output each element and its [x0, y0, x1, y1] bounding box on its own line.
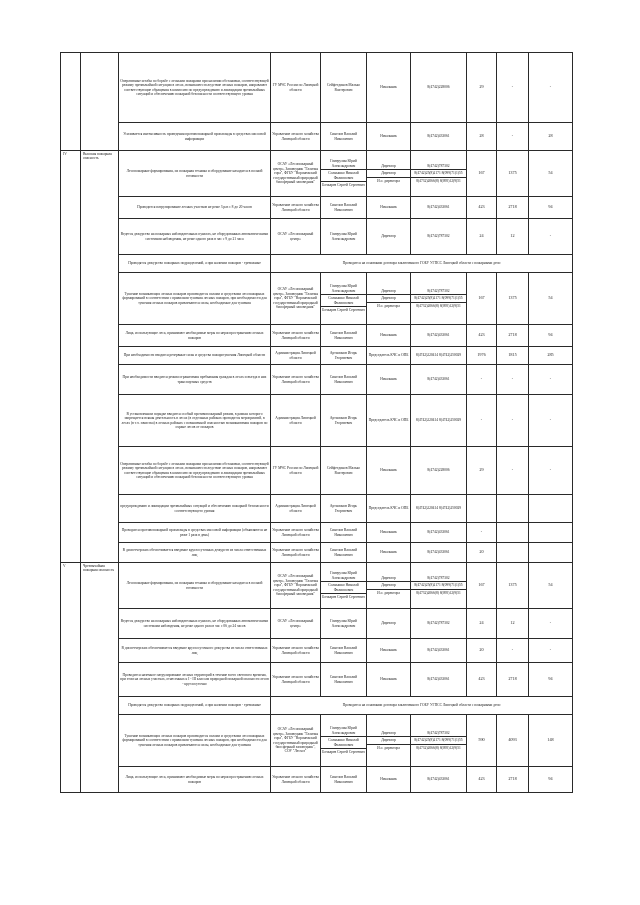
table-row — [61, 347, 573, 365]
responsible-person-cell: Артамонов Игорь Георгиевич — [321, 395, 367, 447]
phone-cell: 8(4742)433061 — [411, 663, 467, 697]
table-row — [61, 325, 573, 347]
table-row — [61, 639, 573, 663]
measure-cell: Лесопожарные формирования, их пожарная техника и оборудование находятся в полной готовности — [119, 151, 271, 197]
measure-cell: Тушение возникающих лесных пожаров производится силами и средствами лесопожарных формирований в соответствии с правилами тушения лесных пожаров, при необходимости для тушения лесных пожаров привлекаются силы, необходимые для тушения — [119, 273, 271, 325]
table-row — [61, 123, 573, 151]
position-cell: Начальник — [367, 365, 411, 395]
organization-cell: ОСАУ «Лесопожарный центр» — [271, 219, 321, 255]
count-cell-1: 423 — [467, 325, 497, 347]
count-cell-2: - — [497, 365, 529, 395]
table-row — [61, 767, 573, 793]
responsible-person: Бочкарев Сергей Сергеевич — [322, 595, 365, 600]
phone-number: 8(4742)787302 — [427, 575, 450, 580]
count-cell-2: 1375 — [497, 563, 529, 609]
table-row — [61, 365, 573, 395]
phone-number: 8(4732)2066(8) 8(095)12(9)51 — [411, 302, 466, 309]
responsible-person-cell: Гомерулин Юрий Александрович — [321, 609, 367, 639]
count-cell-2: 2718 — [497, 325, 529, 347]
table-row — [61, 523, 573, 543]
count-cell-1: 29 — [467, 53, 497, 123]
position: И.о. директора — [367, 177, 410, 184]
organization-cell: Администрация Липецкой области — [271, 495, 321, 523]
count-cell-1: 423 — [467, 767, 497, 793]
position: И.о. директора — [367, 302, 410, 309]
measure-cell: Оперативные штабы по борьбе с лесными пожарами при наличии обстановки, соответствующей режиму чрезвычайной ситуации в лесах, возникшего вследствие лесных пожаров, направляют соответствующие обращения в комиссию по предупреждению и ликвидации чрезвычайных ситуаций и обеспечению пожарной безопасности соответствующего уровня — [119, 447, 271, 495]
table-row — [61, 447, 573, 495]
responsible-person: Солнышко Николай Филиппович — [321, 736, 366, 748]
count-cell-3 — [529, 543, 573, 563]
responsible-person-cell: Синелов Василий Николаевич — [321, 639, 367, 663]
count-cell-3: 54 — [529, 563, 573, 609]
table-row — [61, 219, 573, 255]
position: Директор — [367, 736, 410, 743]
responsible-person-cell: Синелов Василий Николаевич — [321, 123, 367, 151]
section-name-cell: Чрезвычайная пожарная опасность — [81, 563, 119, 793]
document-table-container — [60, 52, 572, 793]
phone-number: 8(4732)2066(8) 8(095)12(9)51 — [411, 589, 466, 596]
count-cell-1: 20 — [467, 543, 497, 563]
responsible-person-cell: Сейфетдинов Малько Вахтерович — [321, 447, 367, 495]
position: Директор — [381, 163, 396, 168]
count-cell-2: 4093 — [497, 715, 529, 767]
responsible-person: Солнышко Николай Филиппович — [321, 294, 366, 306]
table-row — [61, 273, 573, 325]
measure-cell: Ведется дежурство на пожарных наблюдательных пунктах, не оборудованных автоматическими системами наблюдения, не реже одного раза в час с 9 до 21 часа — [119, 219, 271, 255]
measure-cell: При необходимости вводятся резервные силы и средства пожаротушения Липецкой области — [119, 347, 271, 365]
table-row — [61, 395, 573, 447]
count-cell-3: 94 — [529, 325, 573, 347]
phone-stack — [411, 715, 467, 767]
responsible-person: Гомерулин Юрий Александрович — [330, 284, 357, 293]
organization-cell: ОСАУ «Лесопожарный центр», Заповедник "Галичья гора", ФГБУ "Воронежский государственный природный биосферный заповедник" — [271, 273, 321, 325]
measure-cell: В установленном порядке вводится особый противопожарный режим, в рамках которого запрещается всякая деятельность в лесах (в отдельных районах проводится мероприятий, в лесах (в т.ч. зачистка) в лесных районах с повышенной опасностью возникновения пожаров по охране лесов от пожаров — [119, 395, 271, 447]
position: Директор — [381, 730, 396, 735]
table-body — [61, 53, 573, 793]
position-cell: Председатель КЧС и ОПБ — [367, 395, 411, 447]
count-cell-3: 285 — [529, 347, 573, 365]
count-cell-3: - — [529, 609, 573, 639]
phone-cell: 8(4742)433061 — [411, 767, 467, 793]
measure-cell: Проводится патрулирование лесных участков не реже 3 раз с 8 до 20 часов — [119, 197, 271, 219]
responsible-person-stack — [321, 563, 367, 609]
position-cell: Начальник — [367, 123, 411, 151]
position-cell: Начальник — [367, 767, 411, 793]
responsible-person-cell: Синелов Василий Николаевич — [321, 523, 367, 543]
responsible-person-cell: Сейфетдинов Малько Вахтерович — [321, 53, 367, 123]
measure-cell: При необходимости вводится режим ограничения пребывания граждан в лесах и въезда в них транспортных средств — [119, 365, 271, 395]
phone-cell: 8(4742)220414 8(4742)250029 — [411, 495, 467, 523]
measure-cell: Проводятся противопожарной пропаганды в средствах массовой информации (объявляются не реже 1 раза в день) — [119, 523, 271, 543]
section-number-cell — [61, 53, 81, 151]
count-cell-3: 148 — [529, 715, 573, 767]
table-row — [61, 151, 573, 197]
table-row — [61, 495, 573, 523]
phone-cell: 8(4742)433061 — [411, 123, 467, 151]
phone-cell: 8(4742)433061 — [411, 523, 467, 543]
count-cell-3: - — [529, 219, 573, 255]
position-stack — [367, 563, 411, 609]
position-cell: Начальник — [367, 543, 411, 563]
position-cell: Начальник — [367, 197, 411, 219]
count-cell-3: 28 — [529, 123, 573, 151]
phone-number: 8(4732)2066(8) 8(095)12(9)51 — [411, 177, 466, 184]
phone-cell: 8(4742)220414 8(4742)250029 — [411, 395, 467, 447]
count-cell-3 — [529, 523, 573, 543]
organization-cell: Управление лесного хозяйства Липецкой области — [271, 543, 321, 563]
responsible-person: Бочкарев Сергей Сергеевич — [322, 183, 365, 188]
phone-cell: 8(4742)787302 — [411, 609, 467, 639]
responsible-person-cell: Синелов Василий Николаевич — [321, 325, 367, 347]
count-cell-3: - — [529, 639, 573, 663]
table-row — [61, 197, 573, 219]
count-cell-2: - — [497, 123, 529, 151]
count-cell-3 — [529, 495, 573, 523]
position-cell: Председатель КЧС и ОПБ — [367, 347, 411, 365]
phone-stack — [411, 273, 467, 325]
position-cell: Начальник — [367, 53, 411, 123]
position: Директор — [367, 169, 410, 176]
phone-cell: 8(4742)220414 8(4742)250029 — [411, 347, 467, 365]
table-row — [61, 543, 573, 563]
phone-number: 8(4742)25(8)2171 8(099)71(1)55 — [411, 294, 466, 301]
organization-cell: Управление лесного хозяйства Липецкой области — [271, 663, 321, 697]
count-cell-2: 1815 — [497, 347, 529, 365]
position: И.о. директора — [367, 744, 410, 751]
measure-cell: Проводятся дежурство пожарных подразделений, а при наличии пожаров - тревожные — [119, 255, 271, 273]
phone-cell: 8(4742)433061 — [411, 543, 467, 563]
count-cell-1: 28 — [467, 123, 497, 151]
position-stack — [367, 151, 411, 197]
organization-cell: ОСАУ «Лесопожарный центр», Заповедник "Галичья гора", ФГБУ "Воронежский государственный природный биосферный заповедник", СОУ "Лесхоз" — [271, 715, 321, 767]
organization-cell: Управление лесного хозяйства Липецкой области — [271, 767, 321, 793]
measure-cell: Ведется дежурство на пожарных наблюдательных пунктах, не оборудованных автоматическими системами наблюдения, не реже одного раза в час с 06 до 24 часов — [119, 609, 271, 639]
count-cell-1: 29 — [467, 447, 497, 495]
count-cell-2: - — [497, 53, 529, 123]
organization-cell: Администрация Липецкой области — [271, 395, 321, 447]
measure-cell: Лица, использующие леса, принимают необходимые меры по нераспространению лесных пожаров — [119, 767, 271, 793]
fire-hazard-measures-table — [60, 52, 573, 793]
measure-cell: В диспетчерских обеспечивается введение круглосуточных дежурств из числа ответственных лиц — [119, 543, 271, 563]
table-row — [61, 715, 573, 767]
responsible-person-cell: Синелов Василий Николаевич — [321, 365, 367, 395]
organization-cell: ОСАУ «Лесопожарный центр» — [271, 609, 321, 639]
position-cell: Начальник — [367, 325, 411, 347]
responsible-person: Бочкарев Сергей Сергеевич — [322, 308, 365, 313]
position: Директор — [367, 294, 410, 301]
table-row — [61, 255, 573, 273]
measure-cell: Лесопожарные формирования, их пожарная техника и оборудование находятся в полной готовности — [119, 563, 271, 609]
responsible-person-cell: Синелов Василий Николаевич — [321, 767, 367, 793]
count-cell-2: - — [497, 395, 529, 447]
count-cell-1: 167 — [467, 151, 497, 197]
merged-note-cell: Проводится на основании договора заключенного ГОБУ УГПСС Липецкой области с пожарными депо — [271, 255, 573, 273]
count-cell-1: 20 — [467, 639, 497, 663]
count-cell-1: - — [467, 395, 497, 447]
organization-cell: ГУ МЧС России по Липецкой области — [271, 447, 321, 495]
organization-cell: Управление лесного хозяйства Липецкой области — [271, 523, 321, 543]
organization-cell: Управление лесного хозяйства Липецкой области — [271, 365, 321, 395]
responsible-person-stack — [321, 273, 367, 325]
responsible-person: Гомерулин Юрий Александрович — [330, 159, 357, 168]
section-name-cell — [81, 53, 119, 151]
responsible-person-cell: Артамонов Игорь Георгиевич — [321, 495, 367, 523]
organization-cell: Управление лесного хозяйства Липецкой области — [271, 639, 321, 663]
position-cell: Начальник — [367, 447, 411, 495]
phone-cell: 8(4742)228006 — [411, 53, 467, 123]
phone-number: 8(4742)787302 — [427, 163, 450, 168]
count-cell-2 — [497, 543, 529, 563]
table-row — [61, 697, 573, 715]
section-number-cell: V — [61, 563, 81, 793]
measure-cell: Проводится наземное патрулирование лесных территорий в течение всего светового времени, при этом на лесных участках, отнесенных к I - III классам природной пожарной опасности лесов - круглосуточно — [119, 663, 271, 697]
position-cell: Председатель КЧС и ОПБ — [367, 495, 411, 523]
count-cell-1: 167 — [467, 563, 497, 609]
measure-cell: Усиливается интенсивность проведения противопожарной пропаганды в средствах массовой информации — [119, 123, 271, 151]
count-cell-1: 24 — [467, 219, 497, 255]
position-stack — [367, 273, 411, 325]
organization-cell: ГУ МЧС России по Липецкой области — [271, 53, 321, 123]
count-cell-2: 2718 — [497, 767, 529, 793]
count-cell-1 — [467, 495, 497, 523]
phone-number: 8(4742)25(8)2171 8(099)71(1)55 — [411, 736, 466, 743]
position: Директор — [367, 581, 410, 588]
count-cell-2: 2718 — [497, 197, 529, 219]
phone-cell: 8(4742)433061 — [411, 325, 467, 347]
phone-number: 8(4732)2066(8) 8(095)12(9)51 — [411, 744, 466, 751]
responsible-person-cell: Синелов Василий Николаевич — [321, 663, 367, 697]
count-cell-2: 2718 — [497, 663, 529, 697]
responsible-person-cell: Артамонов Игорь Георгиевич — [321, 347, 367, 365]
count-cell-2: - — [497, 447, 529, 495]
phone-cell: 8(4742)433061 — [411, 197, 467, 219]
count-cell-2: 12 — [497, 219, 529, 255]
count-cell-1: 590 — [467, 715, 497, 767]
responsible-person: Гомерулин Юрий Александрович — [330, 571, 357, 580]
phone-cell: 8(4742)228006 — [411, 447, 467, 495]
count-cell-2 — [497, 523, 529, 543]
count-cell-3: 94 — [529, 663, 573, 697]
count-cell-2: 12 — [497, 609, 529, 639]
count-cell-3: - — [529, 395, 573, 447]
organization-cell: ОСАУ «Лесопожарный центр», Заповедник "Галичья гора", ФГБУ "Воронежский государственный природный биосферный заповедник" — [271, 563, 321, 609]
responsible-person-cell: Синелов Василий Николаевич — [321, 197, 367, 219]
count-cell-1: - — [467, 365, 497, 395]
table-row — [61, 663, 573, 697]
position-cell: Директор — [367, 609, 411, 639]
responsible-person-stack — [321, 715, 367, 767]
phone-cell: 8(4742)787302 — [411, 219, 467, 255]
position-stack — [367, 715, 411, 767]
measure-cell: предупреждению и ликвидации чрезвычайных ситуаций и обеспечению пожарной безопасности соответствующего уровня — [119, 495, 271, 523]
responsible-person-stack — [321, 151, 367, 197]
count-cell-2: 1375 — [497, 151, 529, 197]
responsible-person: Гомерулин Юрий Александрович — [330, 726, 357, 735]
count-cell-1: - — [467, 523, 497, 543]
count-cell-3: - — [529, 447, 573, 495]
count-cell-3: - — [529, 365, 573, 395]
organization-cell: Управление лесного хозяйства Липецкой области — [271, 197, 321, 219]
measure-cell: Лица, использующие леса, принимают необходимые меры по нераспространению лесных пожаров — [119, 325, 271, 347]
count-cell-2: 1375 — [497, 273, 529, 325]
count-cell-3: - — [529, 53, 573, 123]
responsible-person: Бочкарев Сергей Сергеевич — [322, 750, 365, 755]
responsible-person-cell: Гомерулин Юрий Александрович — [321, 219, 367, 255]
position-cell: Директор — [367, 219, 411, 255]
position: И.о. директора — [367, 589, 410, 596]
responsible-person: Солнышко Николай Филиппович — [321, 169, 366, 181]
position: Директор — [381, 575, 396, 580]
phone-number: 8(4742)25(8)2171 8(099)71(1)55 — [411, 169, 466, 176]
count-cell-3: 94 — [529, 197, 573, 219]
count-cell-1: 423 — [467, 663, 497, 697]
responsible-person: Солнышко Николай Филиппович — [321, 581, 366, 593]
section-name-cell: Высокая пожарная опасность — [81, 151, 119, 563]
count-cell-3: 54 — [529, 273, 573, 325]
organization-cell: ОСАУ «Лесопожарный центр», Заповедник "Галичья гора", ФГБУ "Воронежский государственный природный биосферный заповедник" — [271, 151, 321, 197]
position: Директор — [381, 288, 396, 293]
section-number-cell: IV — [61, 151, 81, 563]
count-cell-1: 24 — [467, 609, 497, 639]
phone-cell: 8(4742)433061 — [411, 639, 467, 663]
phone-number: 8(4742)25(8)2171 8(099)71(1)55 — [411, 581, 466, 588]
position-cell: Начальник — [367, 523, 411, 543]
responsible-person-cell: Синелов Василий Николаевич — [321, 543, 367, 563]
count-cell-1: 1976 — [467, 347, 497, 365]
organization-cell: Управление лесного хозяйства Липецкой области — [271, 325, 321, 347]
phone-stack — [411, 563, 467, 609]
measure-cell: В диспетчерских обеспечивается введение круглосуточного дежурства из числа ответственных лиц — [119, 639, 271, 663]
phone-number: 8(4742)787302 — [427, 288, 450, 293]
position-cell: Начальник — [367, 663, 411, 697]
position-cell: Начальник — [367, 639, 411, 663]
measure-cell: Тушение возникающих лесных пожаров производится силами и средствами лесопожарных формирований в соответствии с правилами тушения лесных пожаров, при необходимости для тушения лесных пожаров привлекаются силы, необходимые для тушения — [119, 715, 271, 767]
table-row — [61, 609, 573, 639]
organization-cell: Администрация Липецкой области — [271, 347, 321, 365]
table-row — [61, 563, 573, 609]
count-cell-3: 94 — [529, 767, 573, 793]
merged-note-cell: Проводится на основании договора заключенного ГОБУ УГПСС Липецкой области с пожарными депо — [271, 697, 573, 715]
measure-cell: Оперативные штабы по борьбе с лесными пожарами при наличии обстановки, соответствующей режиму чрезвычайной ситуации в лесах, возникшего вследствие лесных пожаров, направляют соответствующие обращения в комиссию по предупреждению и ликвидации чрезвычайных ситуаций и обеспечению пожарной безопасности соответствующего уровня — [119, 53, 271, 123]
count-cell-1: 423 — [467, 197, 497, 219]
count-cell-2: - — [497, 639, 529, 663]
phone-number: 8(4742)787302 — [427, 730, 450, 735]
count-cell-1: 167 — [467, 273, 497, 325]
count-cell-3: 54 — [529, 151, 573, 197]
count-cell-2 — [497, 495, 529, 523]
phone-cell: 8(4742)433061 — [411, 365, 467, 395]
table-row — [61, 53, 573, 123]
phone-stack — [411, 151, 467, 197]
measure-cell: Проводятся дежурство пожарных подразделений, а при наличии пожаров - тревожные — [119, 697, 271, 715]
organization-cell: Управление лесного хозяйства Липецкой области — [271, 123, 321, 151]
